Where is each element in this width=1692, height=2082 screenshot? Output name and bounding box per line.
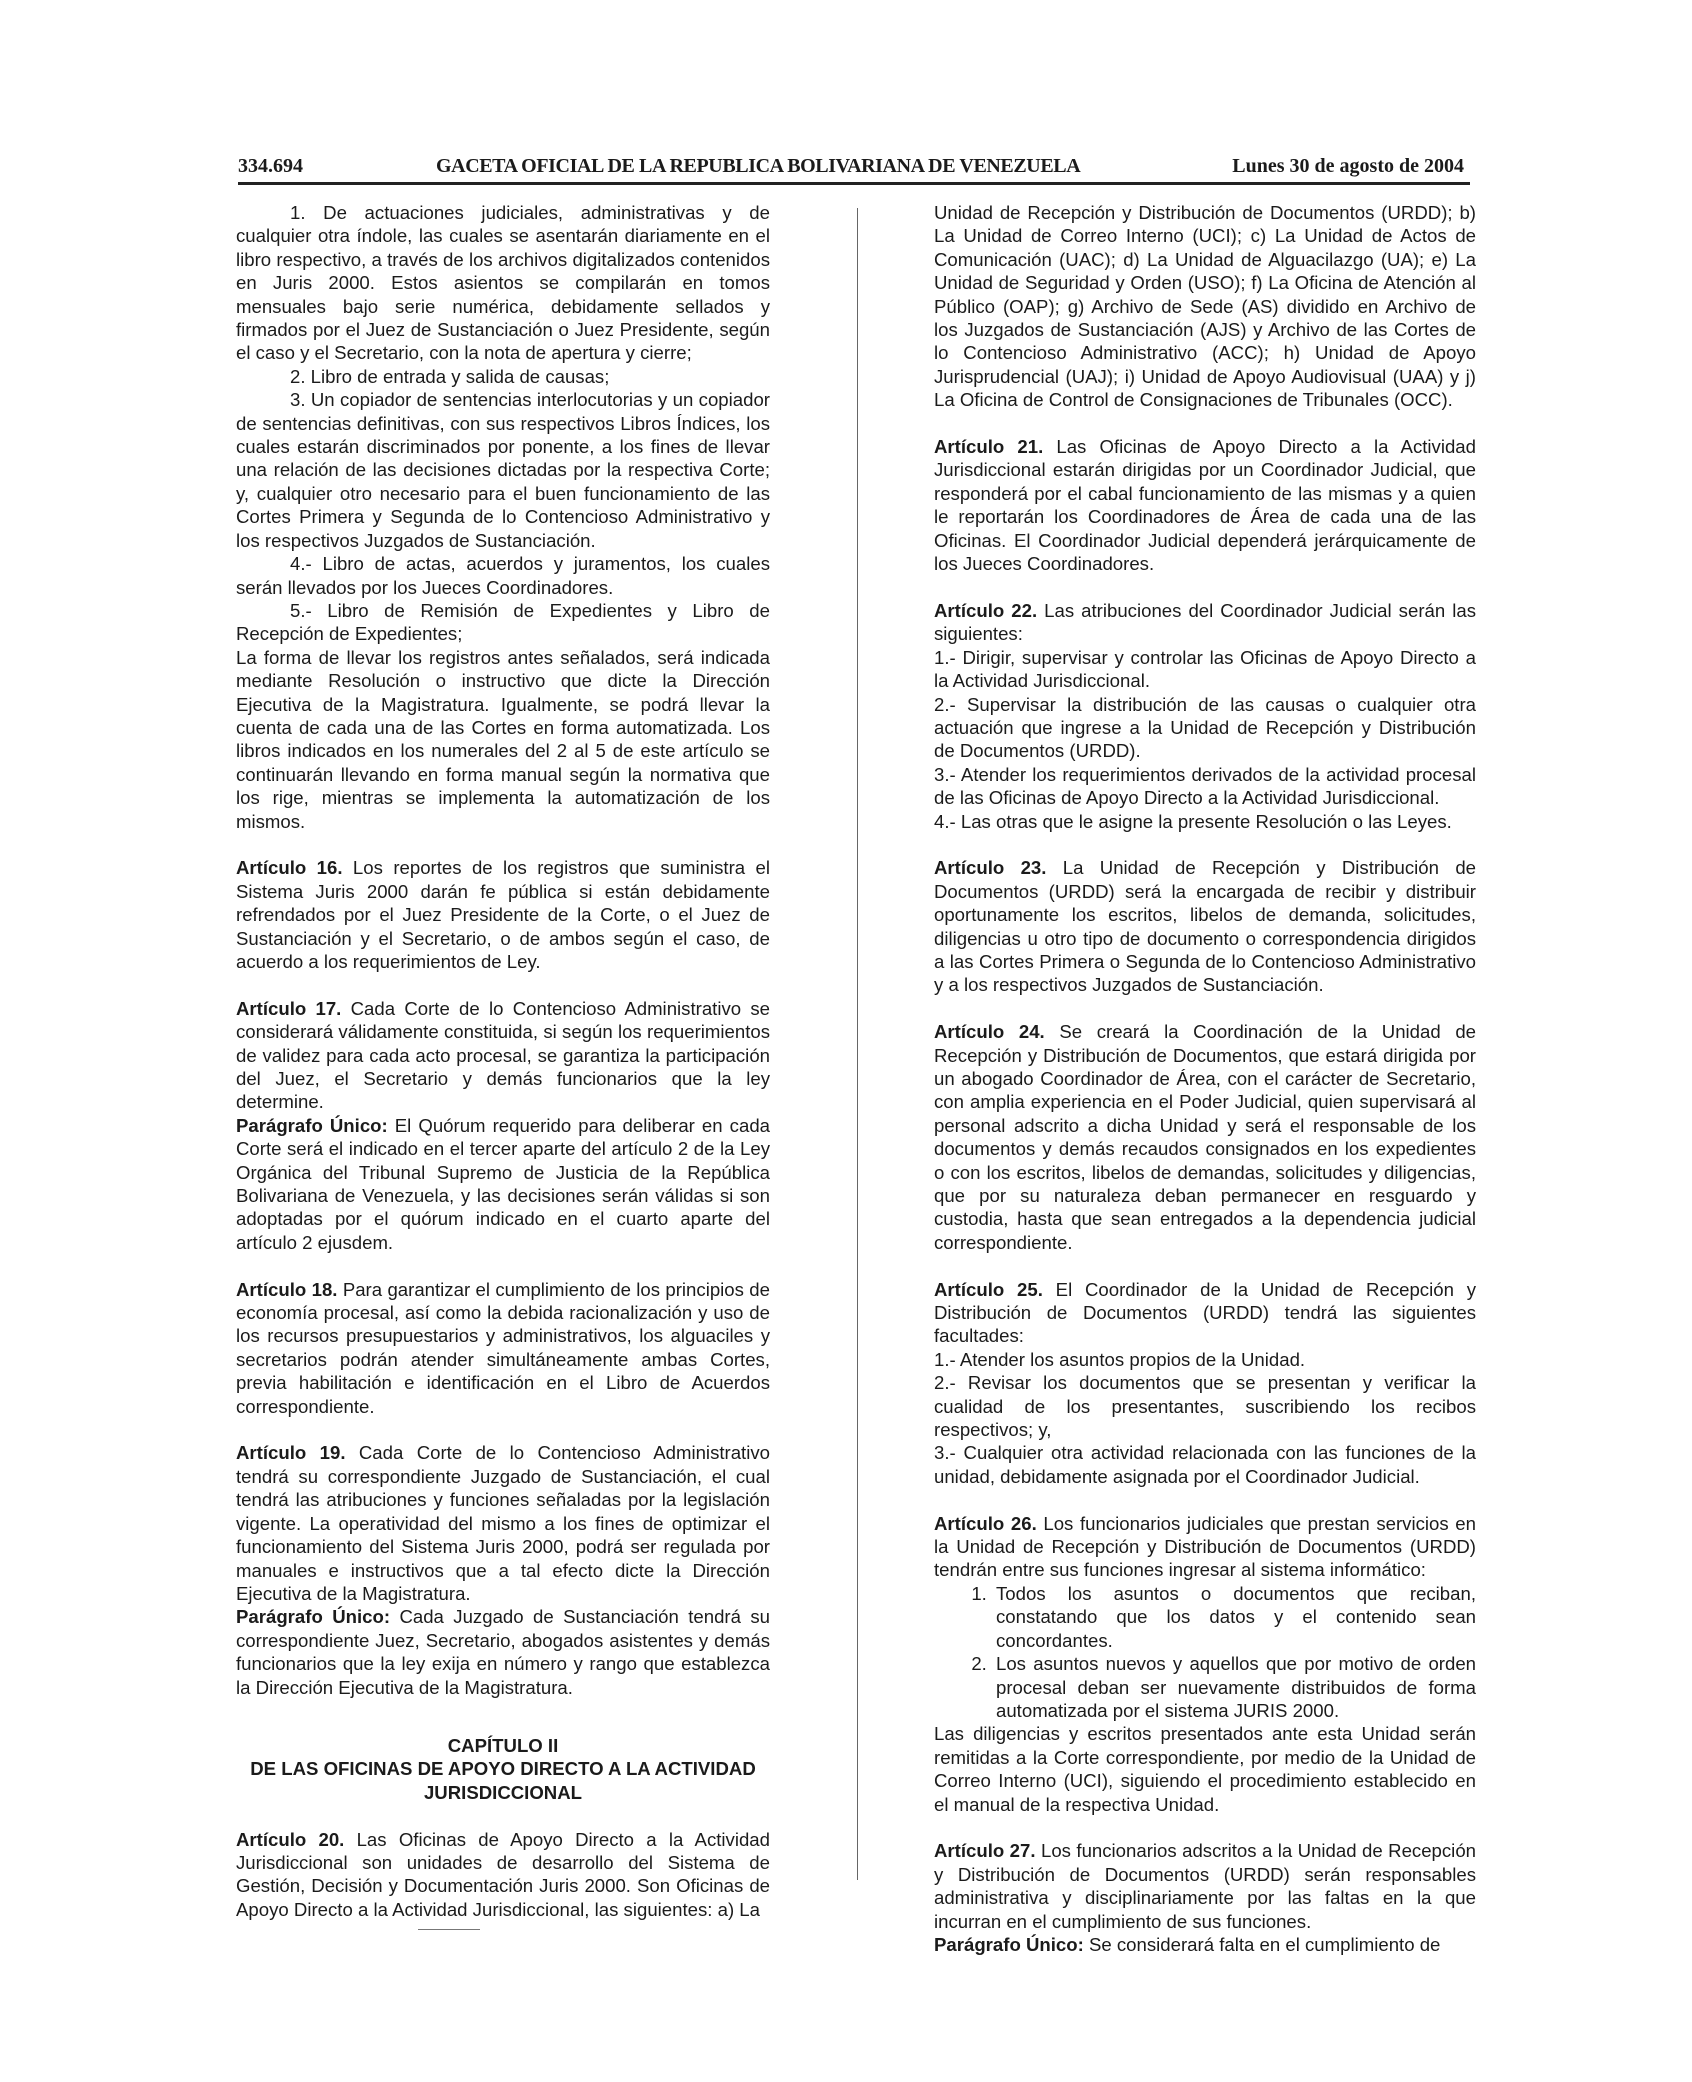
article-20-continued: Unidad de Recepción y Distribución de Documentos (URDD); b) La Unidad de Correo Interno (UCI); c) La Unidad de Actos de Comunicación (UAC); d) La Unidad de Alguacilazgo (UA); e) La Unidad de Seguridad y Orden (USO); f) La Oficina de Atención al Público (OAP); g) Archivo de Sede (AS) dividido en Archivo de los Juzgados de Sustanciación (AJS) y Archivo de las Cortes de lo Contencioso Administrativo (ACC); h) Unidad de Apoyo Jurisprudencial (UAJ); i) Unidad de Apoyo Audiovisual (UAA) y j) La Oficina de Control de Consignaciones de Tribunales (OCC).	[934, 202, 1476, 411]
article-label: Artículo 26.	[934, 1512, 1037, 1534]
article-text: Las Oficinas de Apoyo Directo a la Actividad Jurisdiccional son unidades de desarrollo del Sistema de Gestión, Decisión y Documentación Juris 2000. Son Oficinas de Apoyo Directo a la Actividad Jurisdiccional, las siguientes: a) La	[236, 1828, 770, 1920]
article-27	[934, 1839, 1476, 1933]
paragraph-text: Cada Juzgado de Sustanciación tendrá su correspondiente Juez, Secretario, abogados asistentes y demás funcionarios que la ley exija en número y rango que establezca la Dirección Ejecutiva de la Magistratura.	[236, 1606, 770, 1698]
article-text: Los funcionarios judiciales que prestan servicios en la Unidad de Recepción y Distribución de Documentos (URDD) tendrán entre sus funciones ingresar al sistema informático:	[934, 1512, 1476, 1581]
article-26	[934, 1512, 1476, 1582]
publication-date: Lunes 30 de agosto de 2004	[1232, 155, 1464, 177]
list-item: 2. Libro de entrada y salida de causas;	[290, 365, 610, 387]
article-label: Artículo 19.	[236, 1442, 346, 1464]
list-item: 1. Todos los asuntos o documentos que reciban, constatando que los datos y el contenido sean concordantes.	[992, 1582, 1476, 1652]
article-label: Artículo 22.	[934, 599, 1038, 621]
list-item: 4.- Libro de actas, acuerdos y juramentos, los cuales serán llevados por los Jueces Coordinadores.	[236, 553, 770, 598]
left-column	[236, 201, 770, 1921]
article-25	[934, 1278, 1476, 1348]
paragraph-label: Parágrafo Único:	[236, 1606, 391, 1628]
article-text: La Unidad de Recepción y Distribución de Documentos (URDD) será la encargada de recibir y distribuir oportunamente los escritos, libelos de demanda, solicitudes, diligencias u otro tipo de documento o correspondencia dirigidos a las Cortes Primera o Segunda de lo Contencioso Administrativo y a los respectivos Juzgados de Sustanciación.	[934, 857, 1477, 996]
article-text: Para garantizar el cumplimiento de los principios de economía procesal, así como la debida racionalización y uso de los recursos presupuestarios y administrativos, los alguaciles y secretarios podrán atender simultáneamente ambas Cortes, previa habilitación e identificación en el Libro de Acuerdos correspondiente.	[236, 1278, 770, 1417]
article-27-paragraph	[934, 1933, 1476, 1956]
article-label: Artículo 21.	[934, 436, 1044, 458]
chapter-subtitle: DE LAS OFICINAS DE APOYO DIRECTO A LA ACTIVIDAD JURISDICCIONAL	[250, 1758, 756, 1803]
article-label: Artículo 17.	[236, 997, 342, 1019]
article-text: Los funcionarios adscritos a la Unidad de Recepción y Distribución de Documentos (URDD) serán responsables administrativa y disciplinariamente por las faltas en la que incurran en el cumplimiento de sus funciones.	[934, 1840, 1476, 1932]
header-rule	[238, 182, 1470, 185]
article-label: Artículo 16.	[236, 857, 343, 879]
article-label: Artículo 24.	[934, 1021, 1045, 1043]
list-item: 1. De actuaciones judiciales, administrativas y de cualquier otra índole, las cuales se asentarán diariamente en el libro respectivo, a través de los archivos digitalizados contenidos en Juris 2000. Estos asientos se compilarán en tomos mensuales bajo serie numérica, debidamente sellados y firmados por el Juez de Sustanciación o Juez Presidente, según el caso y el Secretario, con la nota de apertura y cierre;	[236, 202, 770, 364]
article-label: Artículo 23.	[934, 857, 1047, 879]
article-label: Artículo 18.	[236, 1278, 338, 1300]
column-divider	[857, 208, 858, 1880]
paragraph: La forma de llevar los registros antes señalados, será indicada mediante Resolución o instructivo que dicte la Dirección Ejecutiva de la Magistratura. Igualmente, se podrá llevar la cuenta de cada una de las Cortes en forma automatizada. Los libros indicados en los numerales del 2 al 5 de este artículo se continuarán llevando en forma manual según la normativa que los rige, mientras se implementa la automatización de los mismos.	[236, 646, 770, 832]
article-19-paragraph	[236, 1605, 770, 1699]
paragraph-text: El Quórum requerido para deliberar en cada Corte será el indicado en el tercer aparte del artículo 2 de la Ley Orgánica del Tribunal Supremo de Justicia de la República Bolivariana de Venezuela, y las decisiones serán válidas si son adoptadas por el quórum indicado en el cuarto aparte del artículo 2 ejusdem.	[236, 1114, 770, 1253]
right-column	[934, 201, 1476, 1956]
numbered-list	[934, 1582, 1476, 1722]
article-20	[236, 1828, 770, 1922]
paragraph-label: Parágrafo Único:	[934, 1933, 1084, 1955]
article-text: Las atribuciones del Coordinador Judicial serán las siguientes:	[934, 599, 1476, 645]
article-label: Artículo 25.	[934, 1278, 1043, 1300]
article-18	[236, 1278, 770, 1418]
article-text: Las Oficinas de Apoyo Directo a la Actividad Jurisdiccional estarán dirigidas por un Coordinador Judicial, que responderá por el cabal funcionamiento de las mismas y a quien le reportarán los Coordinadores de Área de cada una de las Oficinas. El Coordinador Judicial dependerá jerárquicamente de los Jueces Coordinadores.	[934, 436, 1476, 575]
list-item: 3.- Cualquier otra actividad relacionada con las funciones de la unidad, debidamente asignada por el Coordinador Judicial.	[934, 1442, 1476, 1487]
article-text: Cada Corte de lo Contencioso Administrativo se considerará válidamente constituida, si según los requerimientos de validez para cada acto procesal, se garantiza la participación del Juez, el Secretario y demás funcionarios que la ley determine.	[236, 997, 770, 1113]
article-16	[236, 856, 770, 973]
article-17-paragraph	[236, 1114, 770, 1254]
list-item: 5.- Libro de Remisión de Expedientes y Libro de Recepción de Expedientes;	[236, 599, 770, 645]
list-item: 2. Los asuntos nuevos y aquellos que por motivo de orden procesal deban ser nuevamente distribuidos de forma automatizada por el sistema JURIS 2000.	[992, 1652, 1476, 1722]
article-21	[934, 435, 1476, 575]
list-item: 2.- Supervisar la distribución de las causas o cualquier otra actuación que ingrese a la Unidad de Recepción y Distribución de Documentos (URDD).	[934, 693, 1476, 762]
article-text: Se creará la Coordinación de la Unidad de Recepción y Distribución de Documentos, que estará dirigida por un abogado Coordinador de Área, con el carácter de Secretario, con amplia experiencia en el Poder Judicial, quien supervisará al personal adscrito a dicha Unidad y será el responsable de los documentos y demás recaudos consignados en los expedientes o con los escritos, libelos de demandas, solicitudes y diligencias, que por su naturaleza deban permanecer en resguardo y custodia, hasta que sean entregados a la dependencia judicial correspondiente.	[934, 1021, 1476, 1253]
list-item: 2.- Revisar los documentos que se presentan y verificar la cualidad de los presentantes, suscribiendo los recibos respectivos; y,	[934, 1372, 1476, 1441]
page-header	[238, 155, 1464, 185]
article-17	[236, 997, 770, 1114]
chapter-title: CAPÍTULO II	[447, 1734, 559, 1756]
chapter-heading	[236, 1734, 770, 1804]
article-label: Artículo 20.	[236, 1828, 345, 1850]
publication-title: GACETA OFICIAL DE LA REPUBLICA BOLIVARIANA DE VENEZUELA	[436, 155, 1081, 177]
footer-rule	[418, 1929, 480, 1930]
article-label: Artículo 27.	[934, 1840, 1036, 1862]
article-24	[934, 1020, 1476, 1254]
paragraph-label: Parágrafo Único:	[236, 1114, 388, 1136]
list-item: 3.- Atender los requerimientos derivados de la actividad procesal de las Oficinas de Apoyo Directo a la Actividad Jurisdiccional.	[934, 763, 1476, 809]
article-19	[236, 1441, 770, 1605]
article-text: Cada Corte de lo Contencioso Administrativo tendrá su correspondiente Juzgado de Sustanciación, el cual tendrá las atribuciones y funciones señaladas por la legislación vigente. La operatividad del mismo a los fines de optimizar el funcionamiento del Sistema Juris 2000, podrá ser regulada por manuales e instructivos que a tal efecto dicte la Dirección Ejecutiva de la Magistratura.	[236, 1442, 770, 1604]
article-text: El Coordinador de la Unidad de Recepción y Distribución de Documentos (URDD) tendrá las siguientes facultades:	[934, 1278, 1476, 1347]
page-number: 334.694	[238, 155, 303, 177]
paragraph: Las diligencias y escritos presentados ante esta Unidad serán remitidas a la Corte correspondiente, por medio de la Unidad de Correo Interno (UCI), siguiendo el procedimiento establecido en el manual de la respectiva Unidad.	[934, 1723, 1476, 1815]
list-item: 4.- Las otras que le asigne la presente Resolución o las Leyes.	[934, 810, 1452, 832]
list-item: 3. Un copiador de sentencias interlocutorias y un copiador de sentencias definitivas, con sus respectivos Libros Índices, los cuales estarán discriminados por ponente, a los fines de llevar una relación de las decisiones dictadas por la respectiva Corte; y, cualquier otro necesario para el buen funcionamiento de las Cortes Primera y Segunda de lo Contencioso Administrativo y los respectivos Juzgados de Sustanciación.	[236, 389, 770, 551]
list-item: 1.- Dirigir, supervisar y controlar las Oficinas de Apoyo Directo a la Actividad Jurisdiccional.	[934, 646, 1476, 692]
article-23	[934, 856, 1476, 996]
article-text: Los reportes de los registros que suministra el Sistema Juris 2000 darán fe pública si están debidamente refrendados por el Juez Presidente de la Corte, o el Juez de Sustanciación y el Secretario, o de ambos según el caso, de acuerdo a los requerimientos de Ley.	[236, 857, 770, 972]
paragraph-text: Se considerará falta en el cumplimiento de	[1083, 1933, 1441, 1955]
list-item: 1.- Atender los asuntos propios de la Unidad.	[934, 1348, 1306, 1370]
article-22	[934, 599, 1476, 646]
